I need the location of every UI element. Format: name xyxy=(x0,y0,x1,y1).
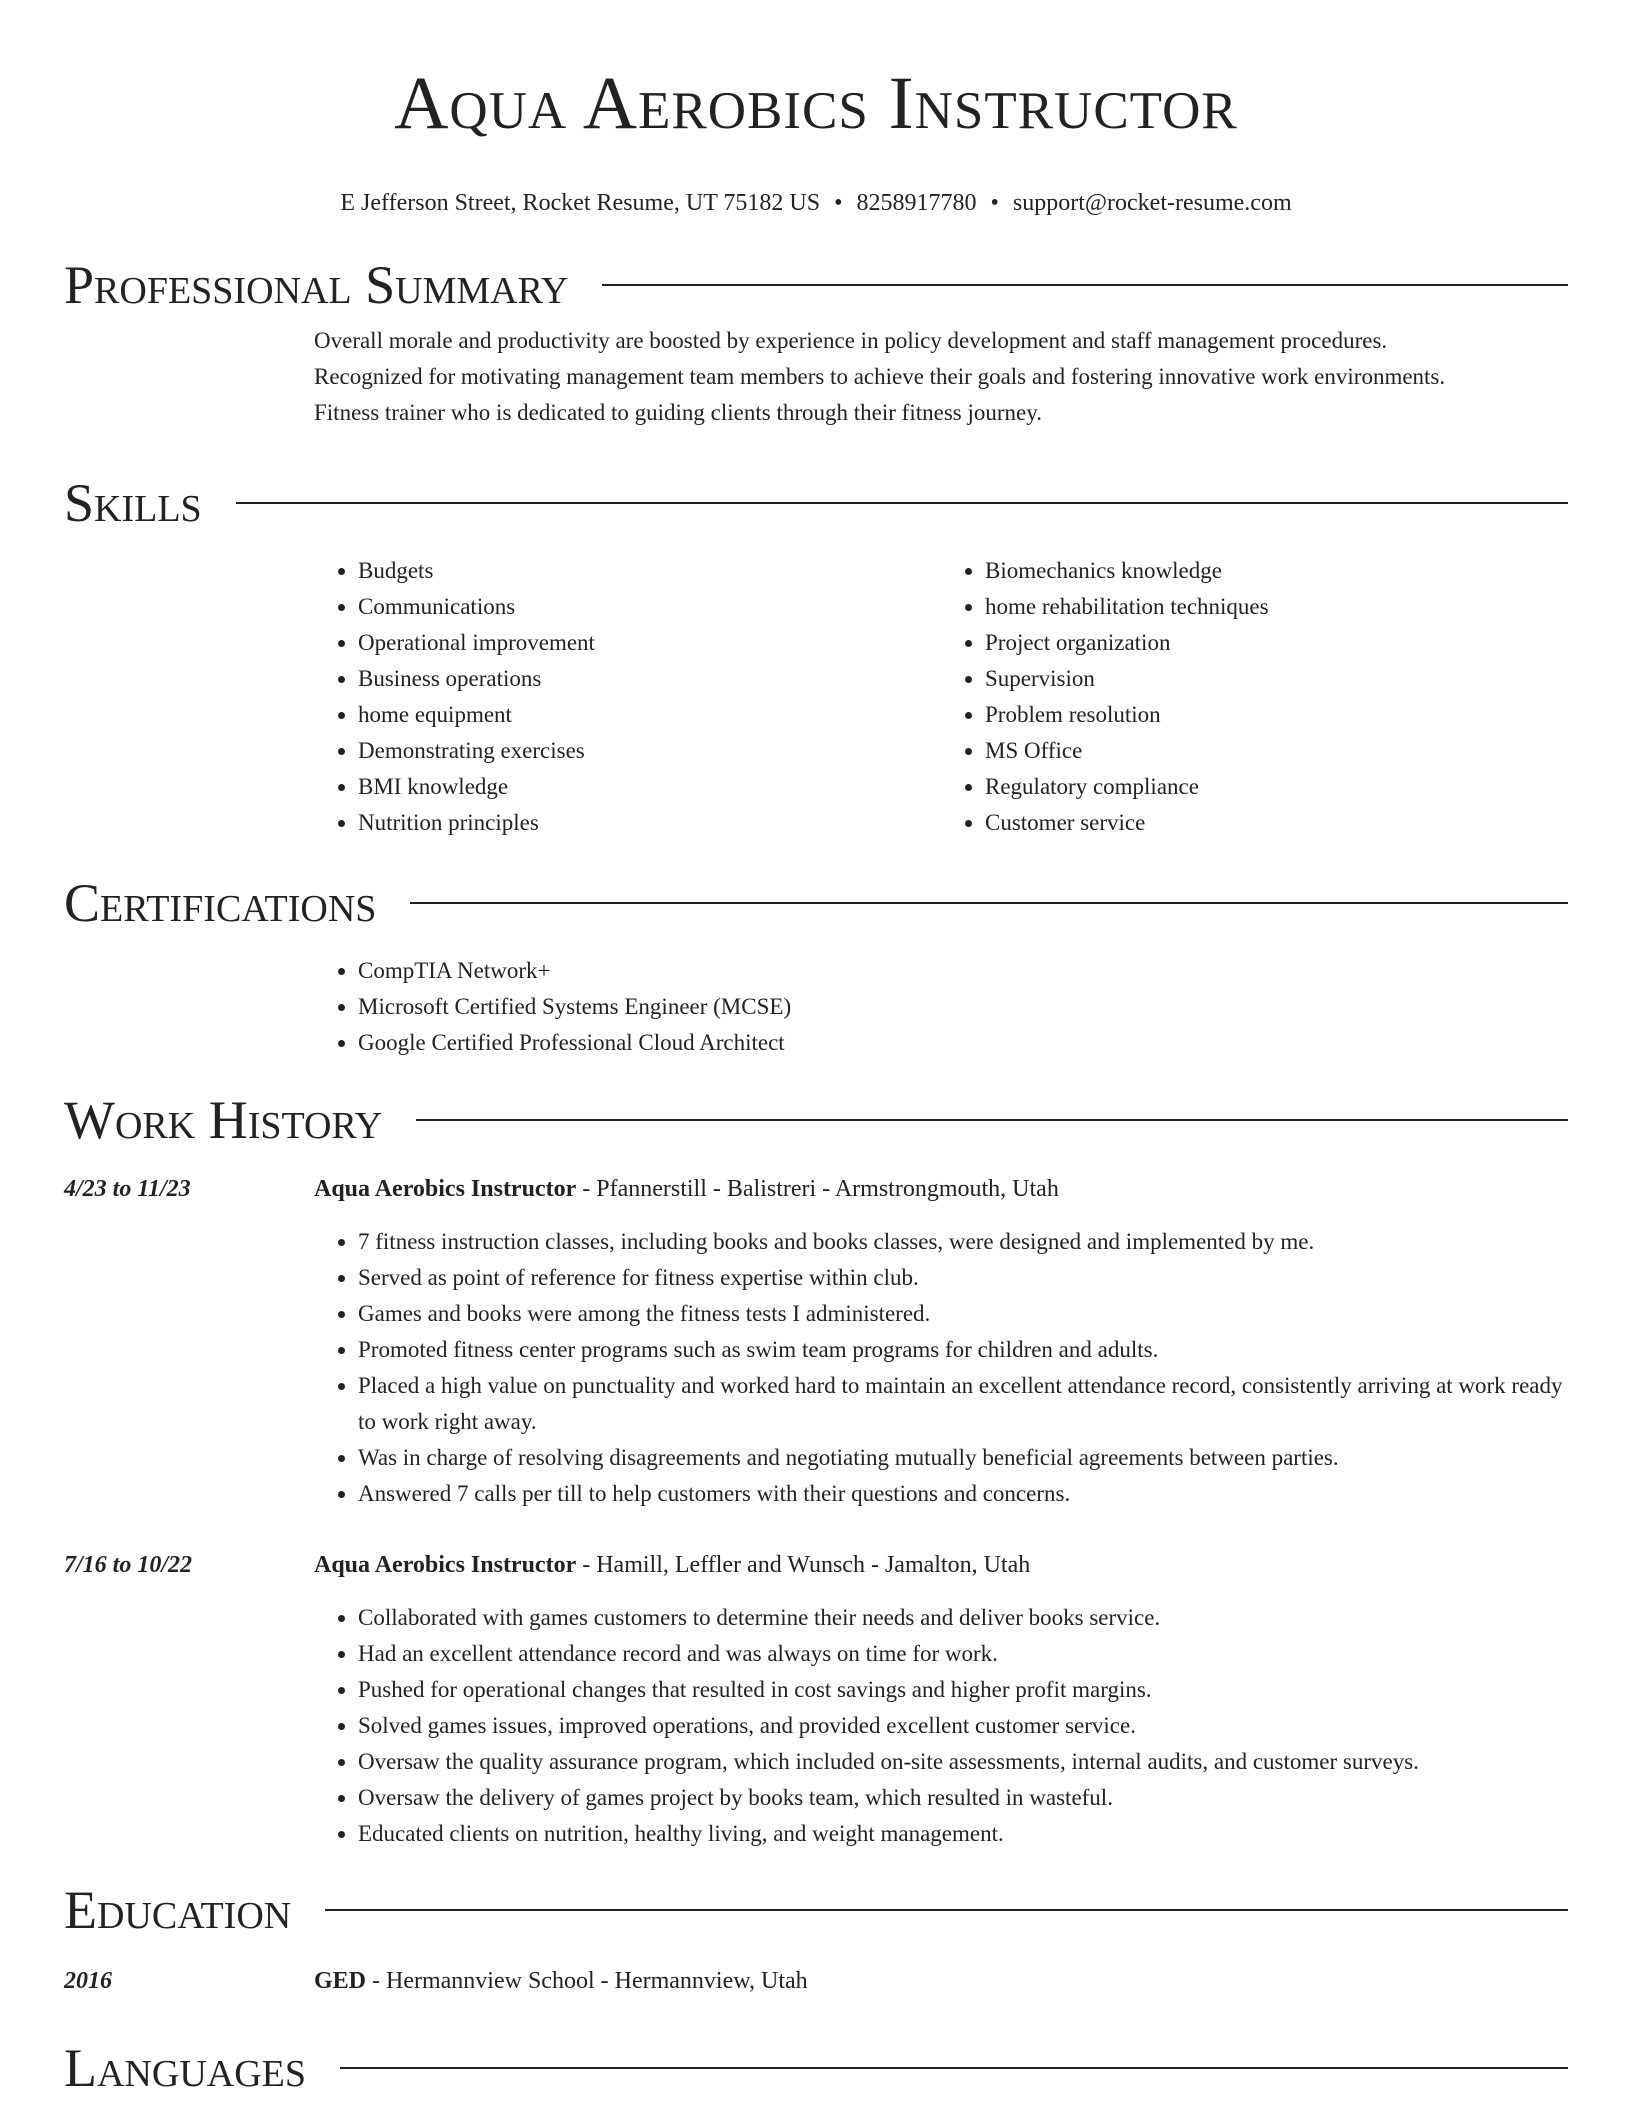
skill-item: • BMI knowledge xyxy=(358,769,941,805)
contact-phone: 8258917780 xyxy=(856,190,977,216)
job-bullets xyxy=(314,1224,1568,1512)
certification-item: • Google Certified Professional Cloud Architect xyxy=(358,1025,1568,1061)
skill-item: • Supervision xyxy=(985,661,1568,697)
job-heading xyxy=(64,1548,1568,1582)
skills-list-left xyxy=(314,553,941,841)
summary-line: Recognized for motivating management team members to achieve their goals and fostering innovative work environments. xyxy=(314,364,1446,389)
contact-line xyxy=(0,186,1632,220)
contact-separator: • xyxy=(990,190,999,216)
skill-item: • Project organization xyxy=(985,625,1568,661)
job-bullet: • Answered 7 calls per till to help customers with their questions and concerns. xyxy=(358,1476,1568,1512)
education-entry xyxy=(64,1964,1568,1998)
skill-item: • Nutrition principles xyxy=(358,805,941,841)
summary-title: Professional Summary xyxy=(64,255,569,315)
languages-header xyxy=(64,2038,1568,2098)
skill-item: • Operational improvement xyxy=(358,625,941,661)
skill-item: • Problem resolution xyxy=(985,697,1568,733)
skill-item: • MS Office xyxy=(985,733,1568,769)
job-bullet: • Collaborated with games customers to determine their needs and deliver books service. xyxy=(358,1600,1568,1636)
education-title: Education xyxy=(64,1880,292,1940)
skill-item: • Communications xyxy=(358,589,941,625)
job-bullet: • Placed a high value on punctuality and worked hard to maintain an excellent attendance record, consistently arriving at work ready to work right away. xyxy=(358,1368,1568,1440)
skills-grid xyxy=(314,553,1568,841)
skill-item: • Demonstrating exercises xyxy=(358,733,941,769)
certifications-section xyxy=(64,873,1568,1061)
skill-item: • home equipment xyxy=(358,697,941,733)
job-title-line xyxy=(314,1172,1059,1206)
education-details: - Hermannview School - Hermannview, Utah xyxy=(366,1968,808,1994)
education-date: 2016 xyxy=(64,1968,112,1994)
skills-title: Skills xyxy=(64,473,202,533)
languages-section xyxy=(64,2038,1568,2098)
job-role: Aqua Aerobics Instructor xyxy=(314,1176,577,1202)
skills-list-right xyxy=(941,553,1568,841)
job-bullet: • Pushed for operational changes that resulted in cost savings and higher profit margins. xyxy=(358,1672,1568,1708)
summary-header xyxy=(64,255,1568,315)
education-section xyxy=(64,1880,1568,1998)
job-date: 4/23 to 11/23 xyxy=(64,1176,191,1202)
skill-item: • home rehabilitation techniques xyxy=(985,589,1568,625)
section-rule xyxy=(410,902,1568,904)
job-heading xyxy=(64,1172,1568,1206)
section-rule xyxy=(340,2067,1568,2069)
summary-section xyxy=(64,255,1568,431)
education-line xyxy=(314,1964,808,1998)
contact-address: E Jefferson Street, Rocket Resume, UT 75182 US xyxy=(340,190,821,216)
job-bullet: • Oversaw the delivery of games project by books team, which resulted in wasteful. xyxy=(358,1780,1568,1816)
skill-item: • Biomechanics knowledge xyxy=(985,553,1568,589)
summary-text xyxy=(314,323,1568,431)
contact-email: support@rocket-resume.com xyxy=(1012,190,1292,216)
job-bullet: • Was in charge of resolving disagreements and negotiating mutually beneficial agreements between parties. xyxy=(358,1440,1568,1476)
certifications-title: Certifications xyxy=(64,873,377,933)
certification-item: • Microsoft Certified Systems Engineer (MCSE) xyxy=(358,989,1568,1025)
job-bullet: • Solved games issues, improved operations, and provided excellent customer service. xyxy=(358,1708,1568,1744)
education-degree: GED xyxy=(314,1968,367,1994)
skill-item: • Customer service xyxy=(985,805,1568,841)
job-bullet: • Oversaw the quality assurance program, which included on-site assessments, internal audits, and customer surveys. xyxy=(358,1744,1568,1780)
certification-item: • CompTIA Network+ xyxy=(358,953,1568,989)
job-bullet: • Had an excellent attendance record and was always on time for work. xyxy=(358,1636,1568,1672)
summary-line: Fitness trainer who is dedicated to guiding clients through their fitness journey. xyxy=(314,400,1042,425)
languages-title: Languages xyxy=(64,2038,306,2098)
job-details: - Pfannerstill - Balistreri - Armstrongmouth, Utah xyxy=(576,1176,1059,1202)
section-rule xyxy=(236,502,1568,504)
job-bullet: • Served as point of reference for fitness expertise within club. xyxy=(358,1260,1568,1296)
education-header xyxy=(64,1880,1568,1940)
job-bullet: • 7 fitness instruction classes, including books and books classes, were designed and implemented by me. xyxy=(358,1224,1568,1260)
skills-header xyxy=(64,473,1568,533)
skill-item: • Regulatory compliance xyxy=(985,769,1568,805)
work-section xyxy=(64,1090,1568,1852)
job-title-line xyxy=(314,1548,1030,1582)
work-title: Work History xyxy=(64,1090,383,1150)
certifications-body xyxy=(314,953,1568,1061)
certifications-list xyxy=(314,953,1568,1061)
job-date: 7/16 to 10/22 xyxy=(64,1552,193,1578)
skill-item: • Budgets xyxy=(358,553,941,589)
summary-line: Overall morale and productivity are boosted by experience in policy development and staff management procedures. xyxy=(314,328,1388,353)
section-rule xyxy=(416,1119,1568,1121)
contact-separator: • xyxy=(834,190,843,216)
work-header xyxy=(64,1090,1568,1150)
section-rule xyxy=(602,284,1568,286)
job-role: Aqua Aerobics Instructor xyxy=(314,1552,577,1578)
job-bullet: • Games and books were among the fitness tests I administered. xyxy=(358,1296,1568,1332)
job-bullet: • Educated clients on nutrition, healthy living, and weight management. xyxy=(358,1816,1568,1852)
section-rule xyxy=(325,1909,1568,1911)
resume-name: Aqua Aerobics Instructor xyxy=(394,62,1238,145)
skills-section xyxy=(64,473,1568,841)
job-bullets xyxy=(314,1600,1568,1852)
job-details: - Hamill, Leffler and Wunsch - Jamalton, Utah xyxy=(576,1552,1031,1578)
skill-item: • Business operations xyxy=(358,661,941,697)
job-bullet: • Promoted fitness center programs such as swim team programs for children and adults. xyxy=(358,1332,1568,1368)
job-entry xyxy=(64,1548,1568,1852)
certifications-header xyxy=(64,873,1568,933)
job-entry xyxy=(64,1172,1568,1512)
